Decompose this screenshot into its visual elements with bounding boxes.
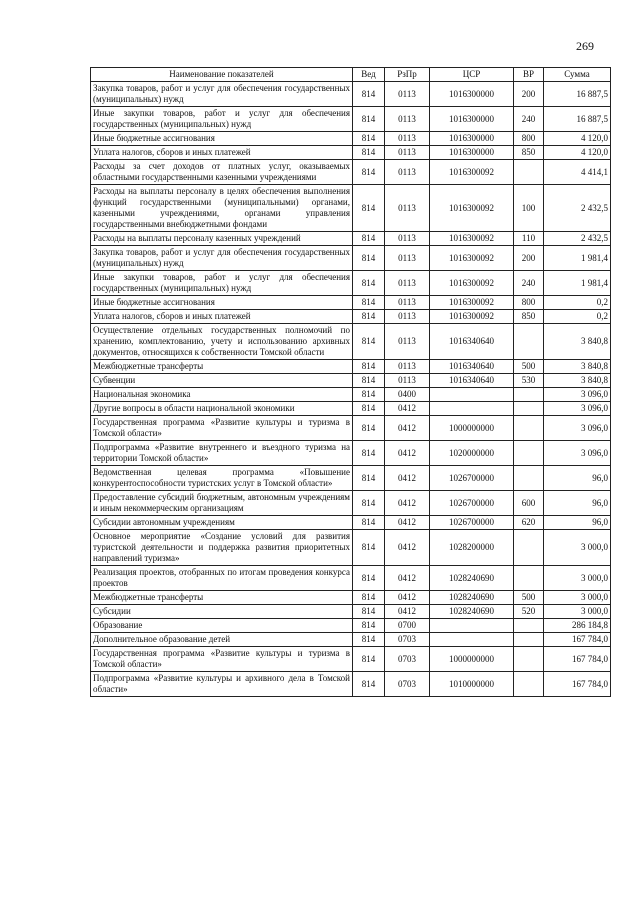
- cell-name: Национальная экономика: [91, 388, 353, 402]
- table-row: [91, 185, 611, 232]
- cell-sum: 2 432,5: [544, 185, 611, 232]
- cell-vr: [514, 416, 544, 441]
- cell-ved: 814: [353, 246, 385, 271]
- cell-csr: 1016300000: [430, 82, 514, 107]
- cell-vr: [514, 566, 544, 591]
- cell-vr: 850: [514, 310, 544, 324]
- cell-name: Субсидии: [91, 605, 353, 619]
- table-row: [91, 516, 611, 530]
- table-row: [91, 324, 611, 360]
- cell-ved: 814: [353, 374, 385, 388]
- cell-vr: 520: [514, 605, 544, 619]
- table-row: [91, 246, 611, 271]
- table-row: [91, 232, 611, 246]
- cell-name: Межбюджетные трансферты: [91, 360, 353, 374]
- cell-vr: [514, 160, 544, 185]
- cell-rzpr: 0113: [385, 374, 430, 388]
- cell-csr: 1016300092: [430, 271, 514, 296]
- cell-vr: [514, 388, 544, 402]
- cell-rzpr: 0703: [385, 647, 430, 672]
- cell-ved: 814: [353, 185, 385, 232]
- cell-name: Закупка товаров, работ и услуг для обеспечения государственных (муниципальных) нужд: [91, 82, 353, 107]
- cell-sum: 3 000,0: [544, 530, 611, 566]
- cell-rzpr: 0703: [385, 633, 430, 647]
- cell-vr: [514, 466, 544, 491]
- cell-name: Ведомственная целевая программа «Повышение конкурентоспособности туристских услуг в Томской области»: [91, 466, 353, 491]
- table-row: [91, 82, 611, 107]
- cell-csr: 1016300092: [430, 246, 514, 271]
- cell-ved: 814: [353, 232, 385, 246]
- cell-rzpr: 0412: [385, 605, 430, 619]
- cell-csr: 1016300092: [430, 185, 514, 232]
- header-csr: ЦСР: [430, 68, 514, 82]
- cell-csr: 1016340640: [430, 324, 514, 360]
- cell-csr: 1020000000: [430, 441, 514, 466]
- cell-name: Уплата налогов, сборов и иных платежей: [91, 146, 353, 160]
- cell-sum: 0,2: [544, 310, 611, 324]
- cell-csr: 1028240690: [430, 566, 514, 591]
- cell-sum: 16 887,5: [544, 82, 611, 107]
- cell-name: Иные закупки товаров, работ и услуг для обеспечения государственных (муниципальных) нужд: [91, 107, 353, 132]
- table-row: [91, 402, 611, 416]
- page-number: 269: [576, 39, 594, 53]
- cell-rzpr: 0703: [385, 672, 430, 697]
- table-row: [91, 360, 611, 374]
- cell-csr: 1016340640: [430, 374, 514, 388]
- cell-rzpr: 0113: [385, 107, 430, 132]
- cell-rzpr: 0113: [385, 185, 430, 232]
- cell-rzpr: 0113: [385, 324, 430, 360]
- cell-csr: 1028240690: [430, 591, 514, 605]
- cell-sum: 4 414,1: [544, 160, 611, 185]
- cell-ved: 814: [353, 466, 385, 491]
- cell-csr: [430, 633, 514, 647]
- cell-vr: 200: [514, 246, 544, 271]
- cell-ved: 814: [353, 160, 385, 185]
- cell-rzpr: 0113: [385, 132, 430, 146]
- cell-csr: 1016300000: [430, 132, 514, 146]
- cell-name: Иные бюджетные ассигнования: [91, 132, 353, 146]
- table-row: [91, 160, 611, 185]
- cell-vr: [514, 672, 544, 697]
- cell-sum: 96,0: [544, 491, 611, 516]
- cell-rzpr: 0412: [385, 566, 430, 591]
- cell-csr: 1028200000: [430, 530, 514, 566]
- cell-rzpr: 0113: [385, 146, 430, 160]
- cell-name: Предоставление субсидий бюджетным, автономным учреждениям и иным некоммерческим организациям: [91, 491, 353, 516]
- cell-ved: 814: [353, 146, 385, 160]
- cell-rzpr: 0113: [385, 310, 430, 324]
- cell-vr: [514, 647, 544, 672]
- cell-sum: 3 840,8: [544, 324, 611, 360]
- cell-vr: 530: [514, 374, 544, 388]
- header-vr: ВР: [514, 68, 544, 82]
- cell-name: Субсидии автономным учреждениям: [91, 516, 353, 530]
- cell-vr: 240: [514, 107, 544, 132]
- cell-sum: 167 784,0: [544, 647, 611, 672]
- cell-ved: 814: [353, 672, 385, 697]
- cell-sum: 96,0: [544, 516, 611, 530]
- cell-name: Реализация проектов, отобранных по итогам проведения конкурса проектов: [91, 566, 353, 591]
- header-sum: Сумма: [544, 68, 611, 82]
- cell-ved: 814: [353, 647, 385, 672]
- table-row: [91, 271, 611, 296]
- cell-name: Иные закупки товаров, работ и услуг для обеспечения государственных (муниципальных) нужд: [91, 271, 353, 296]
- cell-sum: 2 432,5: [544, 232, 611, 246]
- table-row: [91, 605, 611, 619]
- table-row: [91, 647, 611, 672]
- table-row: [91, 441, 611, 466]
- cell-vr: [514, 530, 544, 566]
- cell-name: Закупка товаров, работ и услуг для обеспечения государственных (муниципальных) нужд: [91, 246, 353, 271]
- cell-vr: 800: [514, 132, 544, 146]
- cell-name: Другие вопросы в области национальной экономики: [91, 402, 353, 416]
- cell-sum: 3 000,0: [544, 591, 611, 605]
- cell-csr: [430, 619, 514, 633]
- cell-name: Дополнительное образование детей: [91, 633, 353, 647]
- header-rzpr: РзПр: [385, 68, 430, 82]
- table-row: [91, 146, 611, 160]
- budget-table: [90, 67, 611, 697]
- cell-name: Подпрограмма «Развитие культуры и архивного дела в Томской области»: [91, 672, 353, 697]
- cell-sum: 0,2: [544, 296, 611, 310]
- cell-vr: 110: [514, 232, 544, 246]
- cell-vr: 850: [514, 146, 544, 160]
- cell-sum: 4 120,0: [544, 132, 611, 146]
- table-row: [91, 591, 611, 605]
- cell-ved: 814: [353, 310, 385, 324]
- cell-sum: 3 096,0: [544, 416, 611, 441]
- cell-ved: 814: [353, 530, 385, 566]
- cell-rzpr: 0412: [385, 466, 430, 491]
- cell-csr: [430, 388, 514, 402]
- cell-sum: 1 981,4: [544, 271, 611, 296]
- cell-sum: 3 096,0: [544, 388, 611, 402]
- cell-rzpr: 0113: [385, 160, 430, 185]
- cell-sum: 3 840,8: [544, 374, 611, 388]
- cell-rzpr: 0412: [385, 441, 430, 466]
- cell-vr: [514, 441, 544, 466]
- cell-name: Расходы на выплаты персоналу казенных учреждений: [91, 232, 353, 246]
- cell-csr: 1016300092: [430, 160, 514, 185]
- cell-vr: 600: [514, 491, 544, 516]
- cell-ved: 814: [353, 416, 385, 441]
- cell-ved: 814: [353, 566, 385, 591]
- cell-name: Подпрограмма «Развитие внутреннего и въездного туризма на территории Томской области»: [91, 441, 353, 466]
- table-row: [91, 530, 611, 566]
- table-row: [91, 374, 611, 388]
- cell-vr: [514, 619, 544, 633]
- cell-name: Уплата налогов, сборов и иных платежей: [91, 310, 353, 324]
- cell-ved: 814: [353, 491, 385, 516]
- cell-csr: 1026700000: [430, 516, 514, 530]
- cell-rzpr: 0412: [385, 402, 430, 416]
- cell-ved: 814: [353, 402, 385, 416]
- cell-name: Субвенции: [91, 374, 353, 388]
- table-row: [91, 416, 611, 441]
- cell-name: Расходы на выплаты персоналу в целях обеспечения выполнения функций государственными (муниципальными) органами, казенными учреждениями, органами управления государственными внебюджетными фондами: [91, 185, 353, 232]
- cell-vr: 800: [514, 296, 544, 310]
- cell-csr: 1016300092: [430, 296, 514, 310]
- cell-name: Образование: [91, 619, 353, 633]
- cell-rzpr: 0113: [385, 360, 430, 374]
- cell-name: Основное мероприятие «Создание условий для развития туристской деятельности и поддержка развития приоритетных направлений туризма»: [91, 530, 353, 566]
- table-row: [91, 619, 611, 633]
- cell-vr: 200: [514, 82, 544, 107]
- cell-ved: 814: [353, 271, 385, 296]
- cell-ved: 814: [353, 324, 385, 360]
- cell-vr: 500: [514, 591, 544, 605]
- table-row: [91, 466, 611, 491]
- header-name: Наименование показателей: [91, 68, 353, 82]
- cell-ved: 814: [353, 605, 385, 619]
- cell-rzpr: 0412: [385, 416, 430, 441]
- cell-sum: 96,0: [544, 466, 611, 491]
- cell-rzpr: 0412: [385, 530, 430, 566]
- cell-sum: 3 840,8: [544, 360, 611, 374]
- cell-csr: 1016300092: [430, 310, 514, 324]
- cell-rzpr: 0113: [385, 246, 430, 271]
- cell-vr: 500: [514, 360, 544, 374]
- cell-rzpr: 0113: [385, 82, 430, 107]
- cell-sum: 16 887,5: [544, 107, 611, 132]
- cell-ved: 814: [353, 82, 385, 107]
- cell-vr: [514, 324, 544, 360]
- cell-csr: 1016300000: [430, 146, 514, 160]
- table-row: [91, 388, 611, 402]
- cell-ved: 814: [353, 296, 385, 310]
- cell-ved: 814: [353, 516, 385, 530]
- cell-vr: [514, 402, 544, 416]
- cell-sum: 286 184,8: [544, 619, 611, 633]
- cell-rzpr: 0412: [385, 591, 430, 605]
- cell-rzpr: 0113: [385, 271, 430, 296]
- table-row: [91, 672, 611, 697]
- cell-ved: 814: [353, 107, 385, 132]
- cell-name: Государственная программа «Развитие культуры и туризма в Томской области»: [91, 416, 353, 441]
- cell-rzpr: 0700: [385, 619, 430, 633]
- cell-name: Расходы за счет доходов от платных услуг, оказываемых областными государственными казенными учреждениями: [91, 160, 353, 185]
- cell-csr: 1028240690: [430, 605, 514, 619]
- table-row: [91, 633, 611, 647]
- cell-rzpr: 0113: [385, 296, 430, 310]
- cell-vr: 620: [514, 516, 544, 530]
- cell-sum: 3 000,0: [544, 605, 611, 619]
- table-row: [91, 491, 611, 516]
- cell-sum: 1 981,4: [544, 246, 611, 271]
- cell-rzpr: 0400: [385, 388, 430, 402]
- cell-sum: 167 784,0: [544, 633, 611, 647]
- table-body: [91, 82, 611, 697]
- cell-ved: 814: [353, 633, 385, 647]
- cell-sum: 3 096,0: [544, 441, 611, 466]
- cell-csr: 1016340640: [430, 360, 514, 374]
- cell-sum: 4 120,0: [544, 146, 611, 160]
- cell-csr: 1010000000: [430, 672, 514, 697]
- cell-name: Государственная программа «Развитие культуры и туризма в Томской области»: [91, 647, 353, 672]
- cell-csr: 1000000000: [430, 647, 514, 672]
- cell-ved: 814: [353, 619, 385, 633]
- cell-rzpr: 0113: [385, 232, 430, 246]
- table-row: [91, 566, 611, 591]
- cell-sum: 3 096,0: [544, 402, 611, 416]
- header-ved: Вед: [353, 68, 385, 82]
- cell-csr: 1016300092: [430, 232, 514, 246]
- cell-csr: 1000000000: [430, 416, 514, 441]
- cell-name: Межбюджетные трансферты: [91, 591, 353, 605]
- cell-vr: 100: [514, 185, 544, 232]
- cell-csr: 1026700000: [430, 491, 514, 516]
- cell-name: Иные бюджетные ассигнования: [91, 296, 353, 310]
- cell-sum: 167 784,0: [544, 672, 611, 697]
- cell-name: Осуществление отдельных государственных полномочий по хранению, комплектованию, учету и использованию архивных документов, относящихся к собственности Томской области: [91, 324, 353, 360]
- cell-vr: [514, 633, 544, 647]
- cell-csr: 1026700000: [430, 466, 514, 491]
- table-row: [91, 296, 611, 310]
- cell-ved: 814: [353, 360, 385, 374]
- cell-sum: 3 000,0: [544, 566, 611, 591]
- table-row: [91, 310, 611, 324]
- cell-ved: 814: [353, 441, 385, 466]
- cell-vr: 240: [514, 271, 544, 296]
- cell-ved: 814: [353, 591, 385, 605]
- cell-rzpr: 0412: [385, 491, 430, 516]
- table-row: [91, 107, 611, 132]
- table-header-row: [91, 68, 611, 82]
- cell-ved: 814: [353, 388, 385, 402]
- cell-ved: 814: [353, 132, 385, 146]
- cell-csr: [430, 402, 514, 416]
- cell-rzpr: 0412: [385, 516, 430, 530]
- cell-csr: 1016300000: [430, 107, 514, 132]
- table-row: [91, 132, 611, 146]
